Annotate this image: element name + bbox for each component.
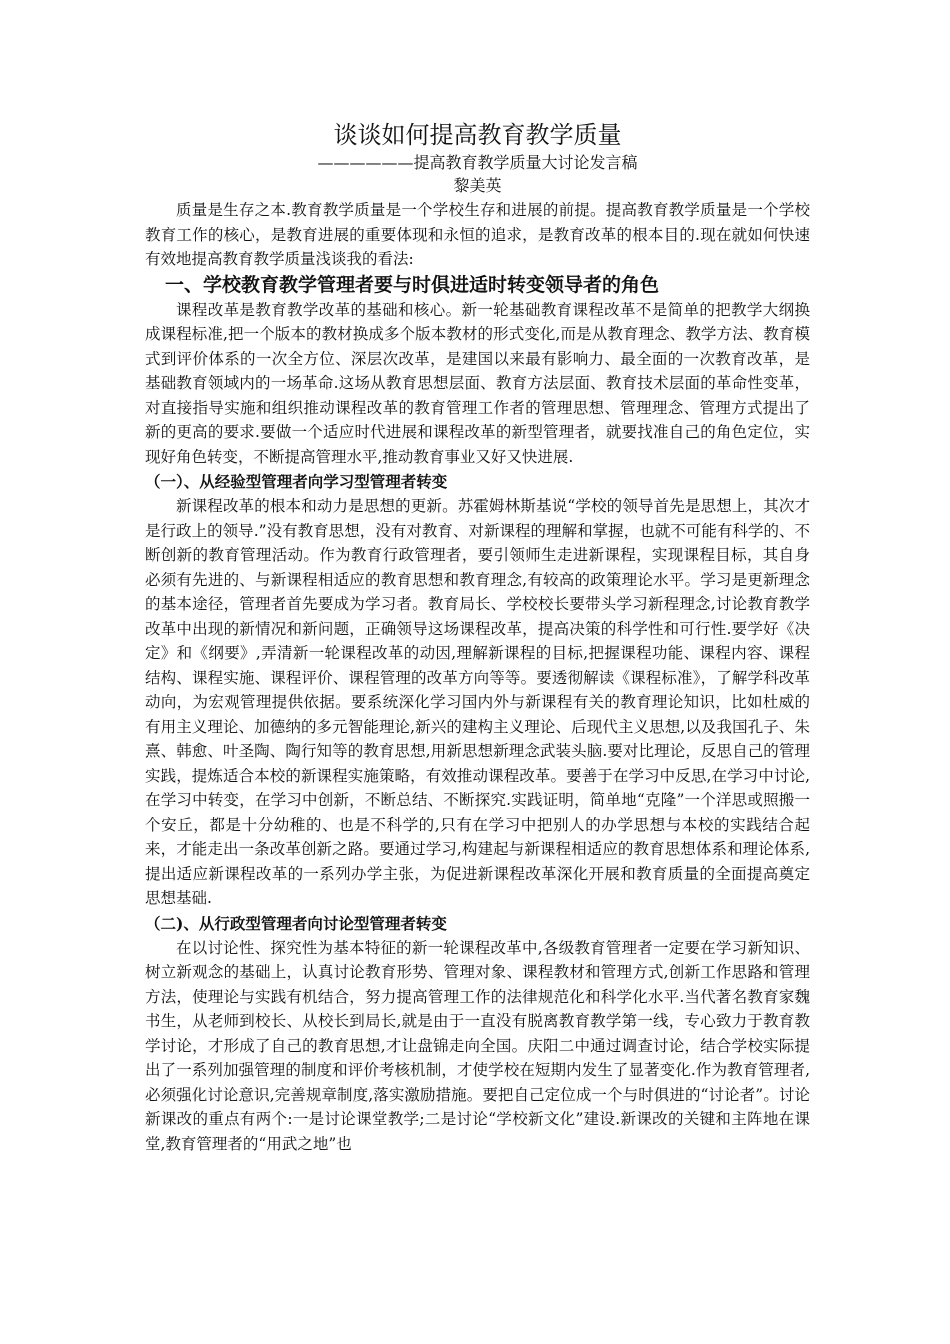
document-title: 谈谈如何提高教育教学质量 bbox=[333, 121, 622, 149]
subsection-2-paragraph: 在以讨论性、探究性为基本特征的新一轮课程改革中,各级教育管理者一定要在学习新知识、树立新观念的基础上，认真讨论教育形势、管理对象、课程教材和管理方式,创新工作思路和管理方法，使理论与实践有机结合，努力提高管理工作的法律规范化和科学化水平.当代著名教育家魏书生，从老师到校长、从校长到局长,就是由于一直没有脱离教育教学第一线，专心致力于教育教学讨论，才形成了自己的教育思想,才让盘锦走向全国。庆阳二中通过调查讨论，结合学校实际提出了一系列加强管理的制度和评价考核机制，才使学校在短期内发生了显著变化.作为教育管理者,必须强化讨论意识,完善规章制度,落实激励措施。要把自己定位成一个与时俱进的“讨论者”。讨论新课改的重点有两个:一是讨论课堂教学;二是讨论“学校新文化”建设.新课改的关键和主阵地在课堂,教育管理者的“用武之地”也 bbox=[145, 938, 810, 1153]
section-1-paragraph: 课程改革是教育教学改革的基础和核心。新一轮基础教育课程改革不是简单的把教学大纲换成课程标准,把一个版本的教材换成多个版本教材的形式变化,而是从教育理念、教学方法、教育模式到评价体系的一次全方位、深层次改革，是建国以来最有影响力、最全面的一次教育改革，是基础教育领域内的一场革命.这场从教育思想层面、教育方法层面、教育技术层面的革命性变革，对直接指导实施和组织推动课程改革的教育管理工作者的管理思想、管理理念、管理方式提出了新的更高的要求.要做一个适应时代进展和课程改革的新型管理者，就要找准自己的角色定位，实现好角色转变，不断提高管理水平,推动教育事业又好又快进展. bbox=[145, 300, 810, 466]
document-author: 黎美英 bbox=[453, 176, 502, 195]
subsection-2-heading: （二)、从行政型管理者向讨论型管理者转变 bbox=[145, 913, 447, 933]
subsection-1-heading: （一）、从经验型管理者向学习型管理者转变 bbox=[145, 472, 448, 491]
document-page bbox=[145, 118, 810, 1156]
intro-paragraph: 质量是生存之本.教育教学质量是一个学校生存和进展的前提。提高教育教学质量是一个学校教育工作的核心，是教育进展的重要体现和永恒的追求，是教育改革的根本目的.现在就如何快速有效地提高教育教学质量浅谈我的看法: bbox=[145, 201, 810, 268]
subsection-1-paragraph: 新课程改革的根本和动力是思想的更新。苏霍姆林斯基说“学校的领导首先是思想上，其次才是行政上的领导.”没有教育思想，没有对教育、对新课程的理解和掌握，也就不可能有科学的、不断创新的教育管理活动。作为教育行政管理者，要引领师生走进新课程，实现课程目标，其自身必须有先进的、与新课程相适应的教育思想和教育理念,有较高的政策理论水平。学习是更新理念的基本途径，管理者首先要成为学习者。教育局长、学校校长要带头学习新程理念,讨论教育教学改革中出现的新情况和新问题，正确领导这场课程改革，提高决策的科学性和可行性.要学好《决定》和《纲要》,弄清新一轮课程改革的动因,理解新课程的目标,把握课程功能、课程内容、课程结构、课程实施、课程评价、课程管理的改革方向等等。要透彻解读《课程标准》，了解学科改革动向，为宏观管理提供依据。要系统深化学习国内外与新课程有关的教育理论知识，比如杜威的有用主义理论、加德纳的多元智能理论,新兴的建构主义理论、后现代主义思想,以及我国孔子、朱熹、韩愈、叶圣陶、陶行知等的教育思想,用新思想新理念武装头脑.要对比理论，反思自己的管理实践，提炼适合本校的新课程实施策略，有效推动课程改革。要善于在学习中反思,在学习中讨论,在学习中转变，在学习中创新，不断总结、不断探究.实践证明，简单地“克隆”一个洋思或照搬一个安丘，都是十分幼稚的、也是不科学的,只有在学习中把别人的办学思想与本校的实践结合起来，才能走出一条改革创新之路。要通过学习,构建起与新课程相适应的教育思想体系和理论体系,提出适应新课程改革的一系列办学主张，为促进新课程改革深化开展和教育质量的全面提高奠定思想基础. bbox=[145, 497, 810, 907]
document-subtitle: ——————提高教育教学质量大讨论发言稿 bbox=[317, 153, 638, 172]
section-1-heading: 一、学校教育教学管理者要与时俱进适时转变领导者的角色 bbox=[165, 273, 660, 296]
